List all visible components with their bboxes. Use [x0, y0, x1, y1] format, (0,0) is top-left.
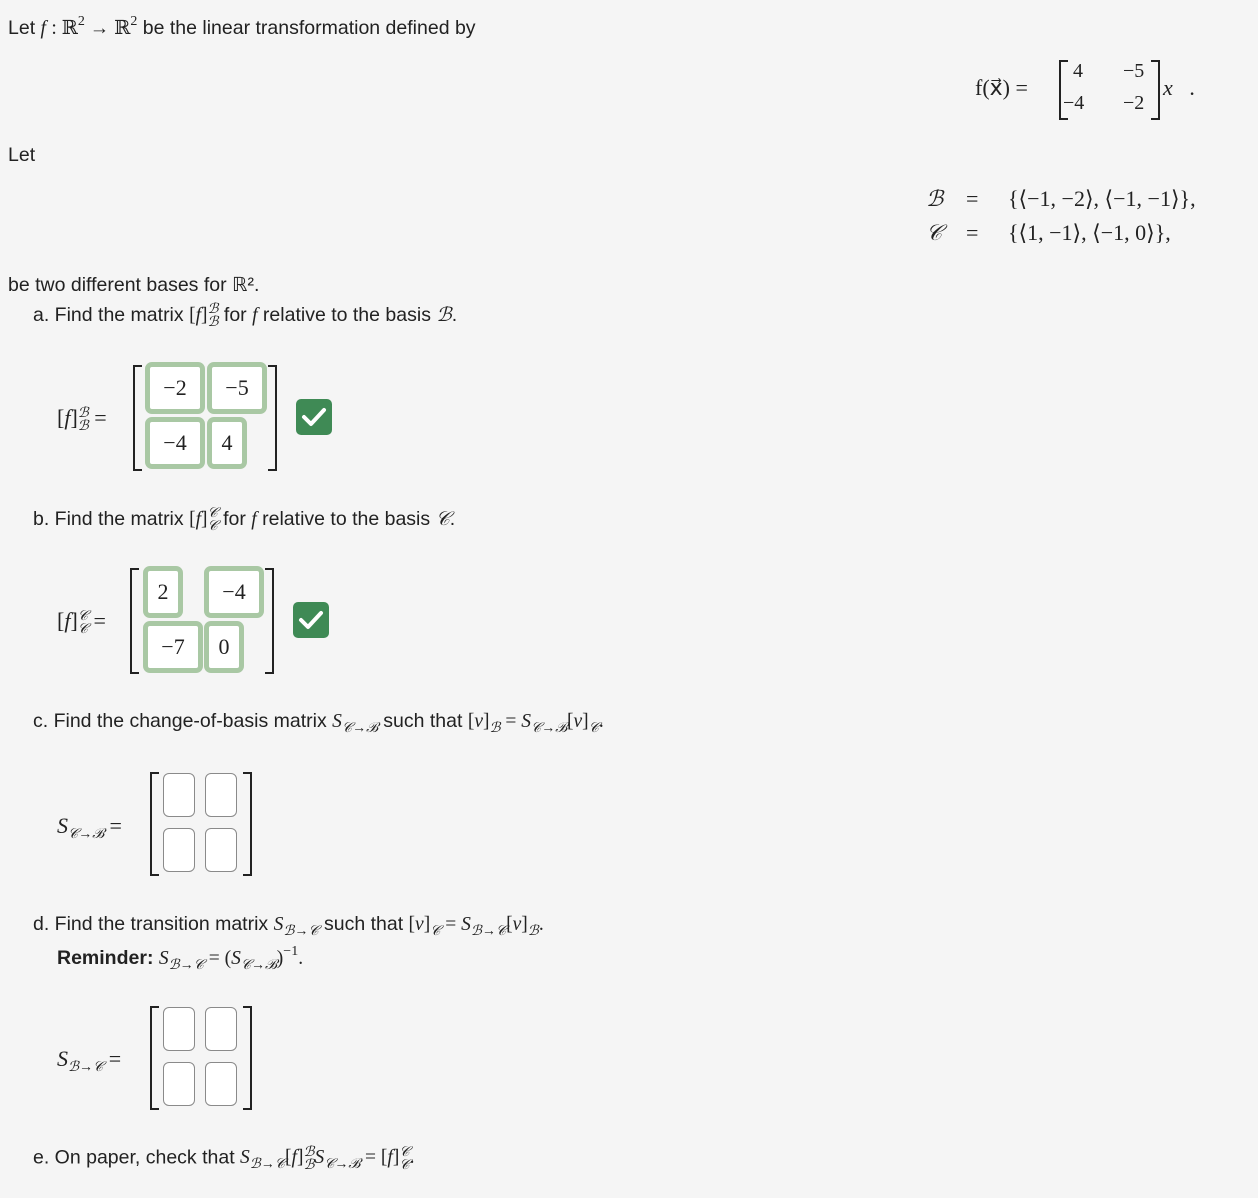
basis-C-value: {⟨1, −1⟩, ⟨−1, 0⟩},: [1008, 220, 1171, 245]
answer-input-a-12[interactable]: −5: [207, 362, 267, 414]
matrix-bracket-left: [150, 772, 159, 876]
answer-input-d-22[interactable]: [205, 1062, 237, 1106]
answer-input-c-11[interactable]: [163, 773, 195, 817]
part-b-matrix-label: [f] 𝒞 𝒞 =: [57, 608, 106, 637]
matrix-bracket-right: [268, 365, 277, 471]
answer-input-c-21[interactable]: [163, 828, 195, 872]
equals: =: [966, 186, 979, 211]
f-def-lhs: f(x⃗) =: [975, 75, 1028, 100]
part-c-text: c. Find the change-of-basis matrix: [33, 710, 333, 732]
basis-B-symbol: ℬ: [926, 186, 944, 211]
answer-input-c-12[interactable]: [205, 773, 237, 817]
matrix-bracket-left: [133, 365, 142, 471]
part-b-prompt: b. Find the matrix [f] 𝒞 𝒞 for f relative to the basis 𝒞.: [33, 506, 456, 534]
part-a-text: relative to the basis: [257, 304, 437, 327]
equals: =: [966, 220, 979, 245]
part-a-text: a. Find the matrix: [33, 304, 190, 327]
part-d-reminder: Reminder: $S_{ℬ\to 𝒞} = (S_{𝒞\to ℬ})^{-1}$.: [57, 944, 304, 973]
matrix-entry: −4: [1063, 92, 1085, 114]
answer-input-d-11[interactable]: [163, 1007, 195, 1051]
matrix-entry: −5: [1123, 60, 1145, 82]
f-def-rhs: x⃗.: [1163, 75, 1196, 100]
part-d-prompt: d. Find the transition matrix $S_{ℬ\to 𝒞}$ such that $[v]_𝒞 = S_{ℬ\to 𝒞}[v]_ℬ$.: [33, 913, 544, 939]
matrix-bracket-left: [150, 1006, 159, 1110]
answer-input-b-12[interactable]: −4: [204, 566, 264, 618]
part-d-text: d. Find the transition matrix: [33, 913, 274, 935]
bases-definition: [922, 184, 1252, 254]
part-c-prompt: c. Find the change-of-basis matrix $S_{𝒞\to ℬ}$ such that $[v]_ℬ = S_{𝒞\to ℬ}[v]_𝒞$.: [33, 710, 604, 736]
intro-text: be the linear transformation defined by: [137, 17, 476, 39]
matrix-bracket-right: [243, 1006, 252, 1110]
intro-let: Let: [8, 17, 41, 39]
part-a-prompt: a. Find the matrix [f] ℬ ℬ for f relative to the basis ℬ.: [33, 302, 458, 330]
check-icon: [293, 602, 329, 638]
part-b-text: for: [217, 508, 252, 531]
answer-input-b-22[interactable]: 0: [204, 621, 244, 673]
matrix-bracket-right: [265, 568, 274, 674]
basis-C-symbol: 𝒞: [926, 220, 943, 245]
basis-B-value: {⟨−1, −2⟩, ⟨−1, −1⟩},: [1008, 186, 1196, 211]
matrix-entry: 4: [1073, 60, 1083, 82]
intro-line: Let f : ℝ$^2$ → ℝ$^2$ be the linear transformation defined by: [8, 14, 476, 39]
part-a-text: for: [218, 304, 253, 327]
check-icon: [296, 399, 332, 435]
matrix-bracket-left: [130, 568, 139, 674]
let-label: Let: [8, 144, 36, 166]
part-c-matrix-label: $S_{𝒞\to ℬ}$ =: [57, 813, 122, 842]
f-definition: [975, 58, 1195, 120]
part-c-text: such that: [377, 710, 468, 732]
part-d-text: such that: [318, 913, 409, 935]
answer-input-d-21[interactable]: [163, 1062, 195, 1106]
matrix-entry: −2: [1123, 92, 1145, 114]
part-e-text: e. On paper, check that: [33, 1146, 241, 1169]
answer-input-b-11[interactable]: 2: [143, 566, 183, 618]
matrix-bracket-right: [243, 772, 252, 876]
answer-input-a-11[interactable]: −2: [145, 362, 205, 414]
part-d-matrix-label: $S_{ℬ\to 𝒞}$ =: [57, 1046, 122, 1075]
reminder-label: Reminder:: [57, 947, 154, 969]
part-b-text: b. Find the matrix: [33, 508, 190, 531]
answer-input-d-12[interactable]: [205, 1007, 237, 1051]
answer-input-c-22[interactable]: [205, 828, 237, 872]
answer-input-a-21[interactable]: −4: [145, 417, 205, 469]
answer-input-a-22[interactable]: 4: [207, 417, 247, 469]
part-a-matrix-label: [f] ℬ ℬ =: [57, 405, 107, 434]
part-b-text: relative to the basis: [256, 508, 436, 531]
answer-input-b-21[interactable]: −7: [143, 621, 203, 673]
matrix-bracket-right: [1151, 60, 1160, 120]
bases-text: be two different bases for ℝ².: [8, 274, 260, 296]
part-e-prompt: e. On paper, check that $S_{ℬ\to 𝒞}[f]$ ℬ ℬ $S_{𝒞\to ℬ} = [f]$ 𝒞 𝒞 .: [33, 1145, 415, 1173]
